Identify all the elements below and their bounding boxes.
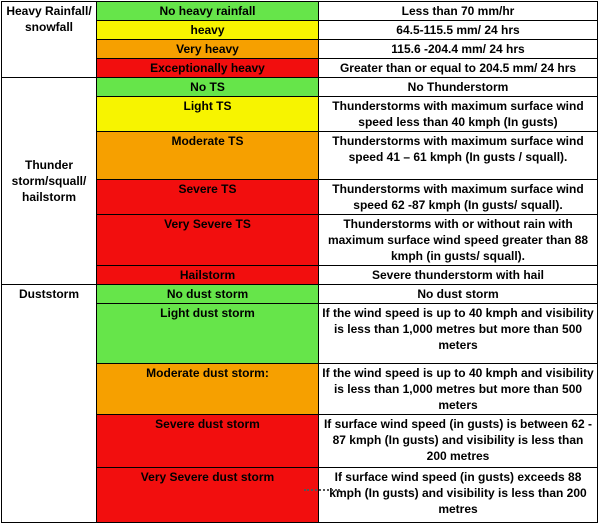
level-cell: Moderate TS (97, 132, 319, 180)
level-cell: No dust storm (97, 285, 319, 304)
description-cell: If the wind speed is up to 40 kmph and visibility is less than 1,000 metres but more than 500 meters (319, 364, 598, 415)
description-cell: No dust storm (319, 285, 598, 304)
description-cell: Thunderstorms with or without rain with maximum surface wind speed greater than 88 kmph (in gusts/ squall). (319, 215, 598, 266)
warning-legend-table (1, 1, 598, 523)
legend-row (2, 2, 598, 21)
level-cell: Severe dust storm (97, 415, 319, 468)
category-cell-heavy-rainfall-snowfall: Heavy Rainfall/ snowfall (2, 2, 97, 78)
level-cell: Hailstorm (97, 266, 319, 285)
description-cell: Severe thunderstorm with hail (319, 266, 598, 285)
level-cell: Very Severe dust storm (97, 468, 319, 523)
dotted-footer-mark (304, 489, 340, 495)
level-cell: Moderate dust storm: (97, 364, 319, 415)
level-cell: Light TS (97, 97, 319, 132)
description-cell: Less than 70 mm/hr (319, 2, 598, 21)
level-cell: Light dust storm (97, 304, 319, 364)
description-cell: If surface wind speed (in gusts) is between 62 - 87 kmph (In gusts) and visibility is less than 200 metres (319, 415, 598, 468)
description-cell: Thunderstorms with maximum surface wind speed 41 – 61 kmph (In gusts / squall). (319, 132, 598, 180)
category-cell-thunder-storm-squall-hailstorm: Thunder storm/squall/ hailstorm (2, 78, 97, 285)
category-cell-duststorm: Duststorm (2, 285, 97, 523)
description-cell: 115.6 -204.4 mm/ 24 hrs (319, 40, 598, 59)
description-cell: No Thunderstorm (319, 78, 598, 97)
legend-row (2, 285, 598, 304)
legend-row (2, 78, 598, 97)
description-cell: If surface wind speed (in gusts) exceeds 88 kmph (In gusts) and visibility is less than 200 metres (319, 468, 598, 523)
description-cell: 64.5-115.5 mm/ 24 hrs (319, 21, 598, 40)
description-cell: Thunderstorms with maximum surface wind speed less than 40 kmph (In gusts) (319, 97, 598, 132)
level-cell: No heavy rainfall (97, 2, 319, 21)
level-cell: No TS (97, 78, 319, 97)
level-cell: Very heavy (97, 40, 319, 59)
description-cell: Thunderstorms with maximum surface wind speed 62 -87 kmph (In gusts/ squall). (319, 180, 598, 215)
level-cell: heavy (97, 21, 319, 40)
level-cell: Exceptionally heavy (97, 59, 319, 78)
description-cell: Greater than or equal to 204.5 mm/ 24 hrs (319, 59, 598, 78)
level-cell: Very Severe TS (97, 215, 319, 266)
description-cell: If the wind speed is up to 40 kmph and visibility is less than 1,000 metres but more than 500 meters (319, 304, 598, 364)
level-cell: Severe TS (97, 180, 319, 215)
